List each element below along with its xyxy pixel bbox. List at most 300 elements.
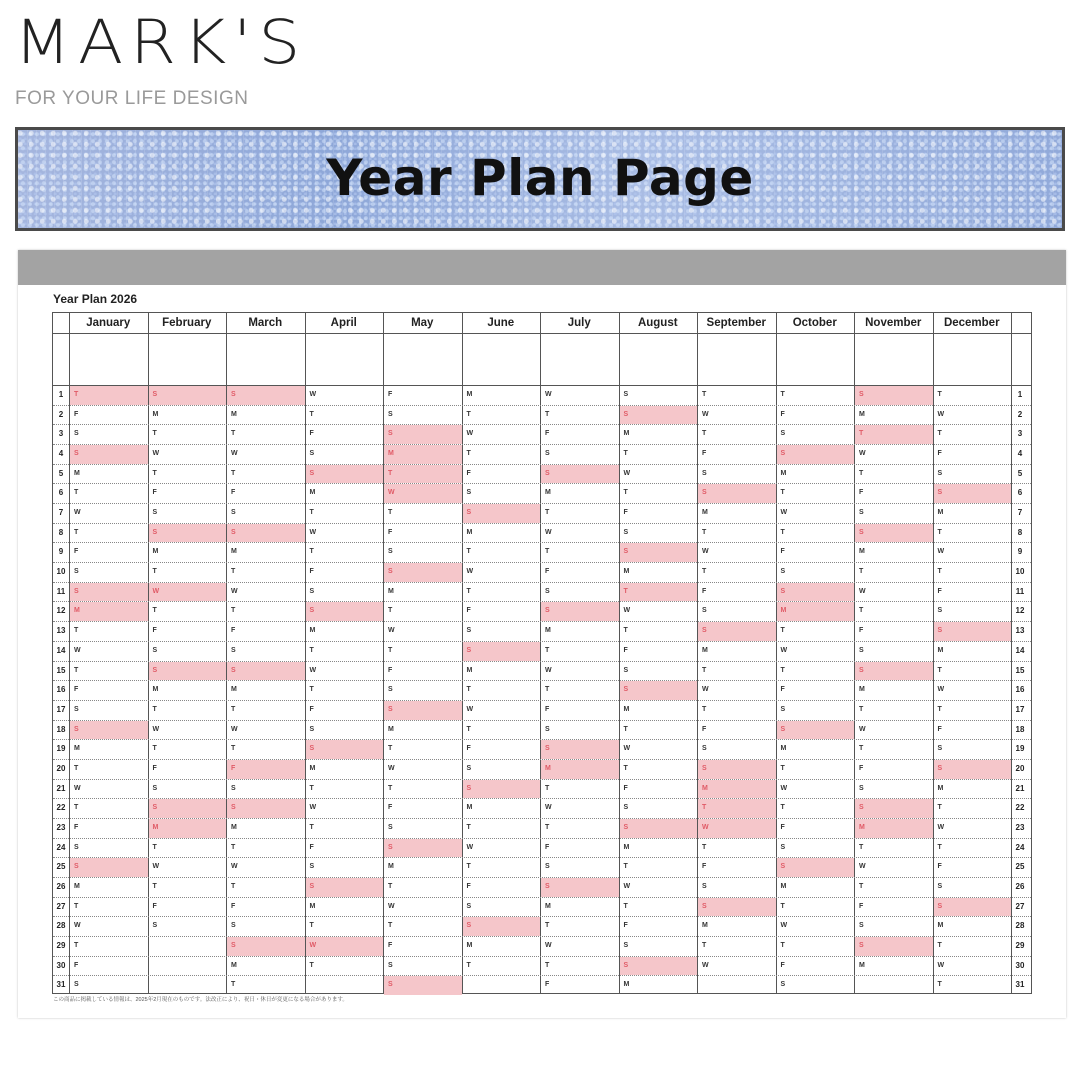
month-header-april: April (330, 317, 357, 329)
day-number-right: 11 (1015, 586, 1025, 596)
day-cell: W (74, 922, 81, 930)
holiday-cell: S (70, 445, 148, 464)
day-cell: F (74, 823, 79, 831)
day-cell: F (388, 942, 393, 950)
year-plan-sheet (18, 250, 1066, 1018)
day-number-left: 19 (56, 744, 66, 754)
day-cell: T (152, 705, 157, 713)
day-cell: M (545, 902, 551, 910)
day-cell: M (702, 922, 708, 930)
day-cell: W (466, 843, 474, 851)
day-cell: T (937, 942, 942, 950)
day-cell: T (937, 528, 942, 536)
day-cell: M (937, 784, 944, 792)
day-cell: M (780, 469, 787, 477)
day-cell: F (231, 627, 236, 635)
day-cell: F (545, 705, 550, 713)
day-cell: M (231, 548, 237, 556)
day-cell: W (545, 804, 552, 812)
day-cell: T (231, 705, 236, 713)
day-cell: M (859, 548, 865, 556)
day-cell: S (780, 843, 786, 851)
day-cell: S (152, 509, 158, 517)
day-number-left: 13 (56, 626, 66, 636)
day-cell: T (74, 627, 79, 635)
day-cell: F (74, 961, 79, 969)
holiday-cell: S (149, 662, 227, 681)
day-cell: S (859, 922, 864, 930)
day-cell: M (623, 430, 630, 438)
day-cell: T (859, 883, 864, 890)
day-cell: M (702, 646, 708, 654)
holiday-cell: S (698, 622, 776, 641)
holiday-cell: F (227, 760, 305, 779)
day-cell: W (623, 745, 631, 753)
day-cell: M (859, 410, 865, 418)
day-cell: F (937, 725, 942, 733)
day-cell: W (545, 666, 552, 674)
day-cell: S (74, 843, 79, 851)
holiday-cell: S (855, 524, 933, 543)
day-number-right: 23 (1015, 822, 1025, 832)
day-cell: W (152, 863, 160, 871)
day-cell: T (545, 922, 550, 930)
month-header-february: February (162, 317, 212, 329)
day-cell: W (545, 528, 552, 536)
day-cell: T (859, 607, 864, 615)
day-cell: F (74, 548, 79, 556)
day-cell: F (623, 646, 628, 654)
month-header-july: July (567, 317, 591, 329)
day-cell: T (466, 548, 471, 556)
day-number-left: 7 (58, 508, 64, 518)
day-cell: S (702, 607, 707, 615)
day-cell: W (309, 528, 317, 536)
day-cell: T (859, 469, 864, 477)
day-cell: T (545, 961, 550, 969)
day-cell: T (937, 666, 942, 674)
day-cell: T (545, 509, 550, 517)
day-cell: T (937, 430, 942, 438)
day-cell: T (545, 686, 550, 694)
day-cell: M (74, 469, 80, 477)
holiday-cell: S (384, 976, 462, 995)
holiday-cell: S (698, 760, 776, 779)
day-number-right: 12 (1015, 606, 1025, 616)
day-cell: T (937, 568, 942, 576)
day-cell: W (937, 548, 945, 556)
holiday-cell: S (934, 484, 1012, 503)
day-number-left: 25 (56, 862, 66, 872)
day-cell: W (780, 646, 788, 654)
holiday-cell: S (855, 386, 933, 405)
day-cell: M (702, 509, 708, 517)
holiday-cell: S (541, 878, 619, 897)
holiday-cell: S (620, 819, 698, 838)
day-cell: S (74, 981, 79, 989)
day-cell: S (780, 430, 786, 438)
holiday-cell: T (384, 465, 462, 484)
day-cell: S (702, 883, 707, 890)
day-cell: M (388, 725, 394, 733)
day-cell: T (623, 764, 628, 772)
day-cell: W (388, 627, 395, 635)
day-cell: M (74, 883, 80, 890)
day-number-left: 15 (56, 665, 66, 675)
day-number-right: 17 (1015, 704, 1025, 714)
day-cell: T (309, 509, 314, 517)
day-cell: T (466, 823, 471, 831)
day-cell: S (545, 587, 550, 595)
day-cell: S (937, 883, 943, 890)
day-cell: F (545, 981, 550, 989)
day-cell: T (623, 450, 628, 458)
day-cell: T (309, 646, 314, 654)
day-number-right: 14 (1015, 645, 1025, 655)
day-cell: S (152, 922, 158, 930)
day-number-left: 5 (58, 468, 64, 478)
day-cell: M (309, 902, 316, 910)
day-cell: T (623, 863, 628, 871)
day-cell: S (623, 942, 629, 950)
day-cell: S (702, 469, 707, 477)
day-cell: F (152, 902, 157, 910)
day-number-left: 29 (56, 941, 66, 951)
day-cell: T (623, 489, 628, 497)
day-cell: T (466, 863, 471, 871)
day-cell: T (74, 804, 79, 812)
day-number-right: 5 (1017, 468, 1023, 478)
holiday-cell: W (306, 937, 384, 956)
day-number-left: 16 (56, 685, 66, 695)
day-cell: T (309, 922, 314, 930)
day-cell: W (466, 430, 474, 438)
day-cell: M (623, 568, 630, 576)
day-cell: F (152, 627, 157, 635)
holiday-cell: S (620, 957, 698, 976)
day-number-right: 16 (1015, 685, 1025, 695)
day-cell: T (702, 391, 707, 398)
day-cell: T (388, 607, 393, 615)
day-cell: M (545, 489, 551, 497)
day-cell: T (74, 942, 79, 950)
day-cell: W (859, 450, 866, 458)
day-cell: F (780, 961, 785, 969)
day-number-left: 24 (56, 842, 66, 852)
day-cell: F (545, 430, 550, 438)
day-number-left: 31 (56, 980, 66, 990)
day-cell: T (74, 902, 79, 910)
holiday-cell: S (149, 524, 227, 543)
day-number-right: 27 (1015, 901, 1025, 911)
day-cell: F (859, 764, 864, 772)
day-cell: T (780, 391, 785, 398)
day-cell: T (702, 430, 707, 438)
day-cell: F (623, 784, 628, 792)
month-header-june: June (487, 317, 515, 329)
day-number-left: 8 (58, 527, 64, 537)
day-cell: T (388, 509, 393, 517)
day-cell: M (859, 686, 865, 694)
banner-title: Year Plan Page (326, 149, 754, 207)
day-cell: S (74, 568, 79, 576)
day-cell: T (466, 410, 471, 418)
day-number-left: 6 (58, 488, 64, 498)
day-cell: F (702, 587, 707, 595)
holiday-cell: M (384, 445, 462, 464)
day-cell: T (859, 843, 864, 851)
day-cell: W (388, 902, 395, 910)
day-cell: T (309, 784, 314, 792)
day-cell: T (231, 745, 236, 753)
day-cell: F (309, 568, 314, 576)
holiday-cell: S (306, 878, 384, 897)
day-number-right: 24 (1015, 842, 1025, 852)
day-cell: S (937, 745, 943, 753)
day-number-right: 22 (1015, 803, 1025, 813)
day-cell: F (545, 568, 550, 576)
title-banner (15, 127, 1065, 231)
day-cell: W (623, 469, 631, 477)
day-cell: T (545, 823, 550, 831)
day-number-left: 21 (56, 783, 66, 793)
holiday-cell: M (855, 819, 933, 838)
day-cell: T (545, 410, 550, 418)
holiday-cell: S (463, 504, 541, 523)
day-cell: T (780, 528, 785, 536)
day-cell: S (388, 961, 393, 969)
day-cell: T (466, 587, 471, 595)
day-cell: T (780, 804, 785, 812)
day-cell: M (309, 627, 316, 635)
day-cell: S (74, 430, 79, 438)
day-cell: T (152, 883, 157, 890)
holiday-cell: S (384, 839, 462, 858)
day-cell: W (74, 646, 81, 654)
day-cell: S (74, 705, 79, 713)
day-number-left: 4 (58, 449, 64, 459)
day-cell: W (545, 942, 552, 950)
day-cell: S (388, 410, 393, 418)
day-cell: W (937, 823, 945, 831)
day-cell: W (309, 804, 317, 812)
day-cell: S (231, 646, 236, 654)
holiday-cell: T (698, 799, 776, 818)
day-cell: W (466, 568, 474, 576)
day-number-left: 28 (56, 921, 66, 931)
holiday-cell: M (777, 602, 855, 621)
holiday-cell: S (149, 386, 227, 405)
holiday-cell: T (70, 386, 148, 405)
day-cell: S (388, 548, 393, 556)
day-cell: S (309, 587, 315, 595)
day-cell: W (702, 548, 709, 556)
day-cell: F (623, 509, 628, 517)
holiday-cell: S (541, 740, 619, 759)
day-cell: T (702, 843, 707, 851)
day-number-right: 20 (1015, 763, 1025, 773)
day-cell: T (702, 528, 707, 536)
day-cell: W (937, 686, 945, 694)
day-number-left: 9 (58, 547, 64, 557)
day-cell: T (859, 745, 864, 753)
day-cell: M (623, 705, 630, 713)
month-header-december: December (943, 317, 1000, 329)
day-cell: S (623, 804, 629, 812)
day-cell: M (466, 666, 473, 674)
day-cell: T (702, 666, 707, 674)
holiday-cell: T (620, 583, 698, 602)
day-cell: M (152, 548, 159, 556)
day-number-left: 12 (56, 606, 66, 616)
day-number-right: 26 (1015, 882, 1025, 891)
holiday-cell: S (70, 858, 148, 877)
day-cell: T (231, 430, 236, 438)
day-cell: S (702, 745, 707, 753)
day-cell: S (780, 568, 786, 576)
day-cell: M (466, 528, 473, 536)
day-cell: W (74, 509, 81, 517)
day-cell: M (780, 883, 787, 890)
day-cell: F (388, 528, 393, 536)
day-cell: M (231, 686, 237, 694)
day-cell: M (231, 823, 237, 831)
day-number-right: 25 (1015, 862, 1025, 872)
day-number-right: 29 (1015, 941, 1025, 951)
holiday-cell: S (384, 701, 462, 720)
holiday-cell: W (384, 484, 462, 503)
day-number-left: 27 (56, 901, 66, 911)
day-cell: F (388, 804, 393, 812)
day-number-left: 22 (56, 803, 66, 813)
day-cell: T (937, 843, 942, 851)
day-cell: T (623, 627, 628, 635)
holiday-cell: S (855, 662, 933, 681)
holiday-cell: S (227, 386, 305, 405)
day-cell: T (388, 922, 393, 930)
day-cell: M (388, 863, 394, 871)
section-divider (53, 333, 1031, 334)
day-cell: S (937, 607, 943, 615)
day-cell: W (309, 666, 317, 674)
holiday-cell: M (698, 780, 776, 799)
day-cell: T (388, 745, 393, 753)
day-cell: W (859, 587, 866, 595)
day-cell: M (231, 410, 237, 418)
holiday-cell: S (384, 425, 462, 444)
day-cell: W (152, 725, 160, 733)
day-number-left: 26 (56, 882, 66, 891)
day-cell: W (309, 391, 317, 398)
brand-tagline: FOR YOUR LIFE DESIGN (15, 88, 249, 109)
day-cell: W (702, 961, 709, 969)
brand-logo: MARK'S (14, 6, 308, 78)
day-cell: F (859, 902, 864, 910)
day-cell: S (309, 450, 315, 458)
day-cell: F (152, 489, 157, 497)
day-cell: T (74, 528, 79, 536)
day-cell: F (231, 902, 236, 910)
day-cell: M (937, 509, 944, 517)
day-cell: S (309, 725, 315, 733)
day-cell: W (623, 883, 631, 890)
holiday-cell: S (463, 780, 541, 799)
day-cell: T (309, 548, 314, 556)
holiday-cell: M (541, 760, 619, 779)
day-cell: T (466, 686, 471, 694)
day-cell: T (152, 607, 157, 615)
day-cell: W (702, 410, 709, 418)
sheet-header-bar (18, 250, 1066, 285)
day-number-left: 10 (56, 567, 66, 577)
day-cell: S (388, 686, 393, 694)
day-cell: F (780, 410, 785, 418)
day-cell: W (702, 686, 709, 694)
day-number-left: 23 (56, 822, 66, 832)
day-cell: F (859, 627, 864, 635)
day-cell: S (859, 646, 864, 654)
day-cell: T (466, 961, 471, 969)
holiday-cell: S (934, 760, 1012, 779)
day-cell: T (231, 883, 236, 890)
holiday-cell: S (698, 898, 776, 917)
day-cell: F (780, 548, 785, 556)
day-cell: W (74, 784, 81, 792)
holiday-cell: S (620, 543, 698, 562)
day-cell: T (780, 627, 785, 635)
day-number-left: 11 (56, 586, 66, 596)
day-cell: F (702, 450, 707, 458)
day-number-right: 15 (1015, 665, 1025, 675)
day-cell: T (937, 981, 942, 989)
day-cell: T (780, 764, 785, 772)
holiday-cell: S (777, 445, 855, 464)
day-cell: W (231, 863, 238, 871)
day-cell: M (545, 627, 551, 635)
day-number-right: 13 (1015, 626, 1025, 636)
holiday-cell: S (620, 406, 698, 425)
holiday-cell: S (306, 465, 384, 484)
day-cell: M (623, 981, 630, 989)
day-cell: W (780, 922, 788, 930)
day-cell: S (623, 391, 629, 398)
day-cell: F (937, 587, 942, 595)
holiday-cell: S (620, 681, 698, 700)
day-cell: T (152, 568, 157, 576)
holiday-cell: M (149, 819, 227, 838)
day-cell: T (545, 784, 550, 792)
day-cell: F (937, 863, 942, 871)
day-cell: S (623, 666, 629, 674)
day-cell: W (623, 607, 631, 615)
month-header-october: October (792, 317, 837, 329)
day-number-right: 8 (1017, 527, 1023, 537)
holiday-cell: S (306, 740, 384, 759)
day-cell: W (231, 725, 238, 733)
holiday-cell: S (227, 524, 305, 543)
day-cell: S (231, 922, 236, 930)
day-cell: T (859, 705, 864, 713)
day-cell: T (859, 568, 864, 576)
day-cell: S (545, 863, 550, 871)
day-cell: M (388, 587, 394, 595)
day-cell: F (859, 489, 864, 497)
holiday-cell: W (149, 583, 227, 602)
holiday-cell: S (227, 937, 305, 956)
day-cell: W (466, 705, 474, 713)
day-cell: F (702, 863, 707, 871)
holiday-cell: M (70, 602, 148, 621)
